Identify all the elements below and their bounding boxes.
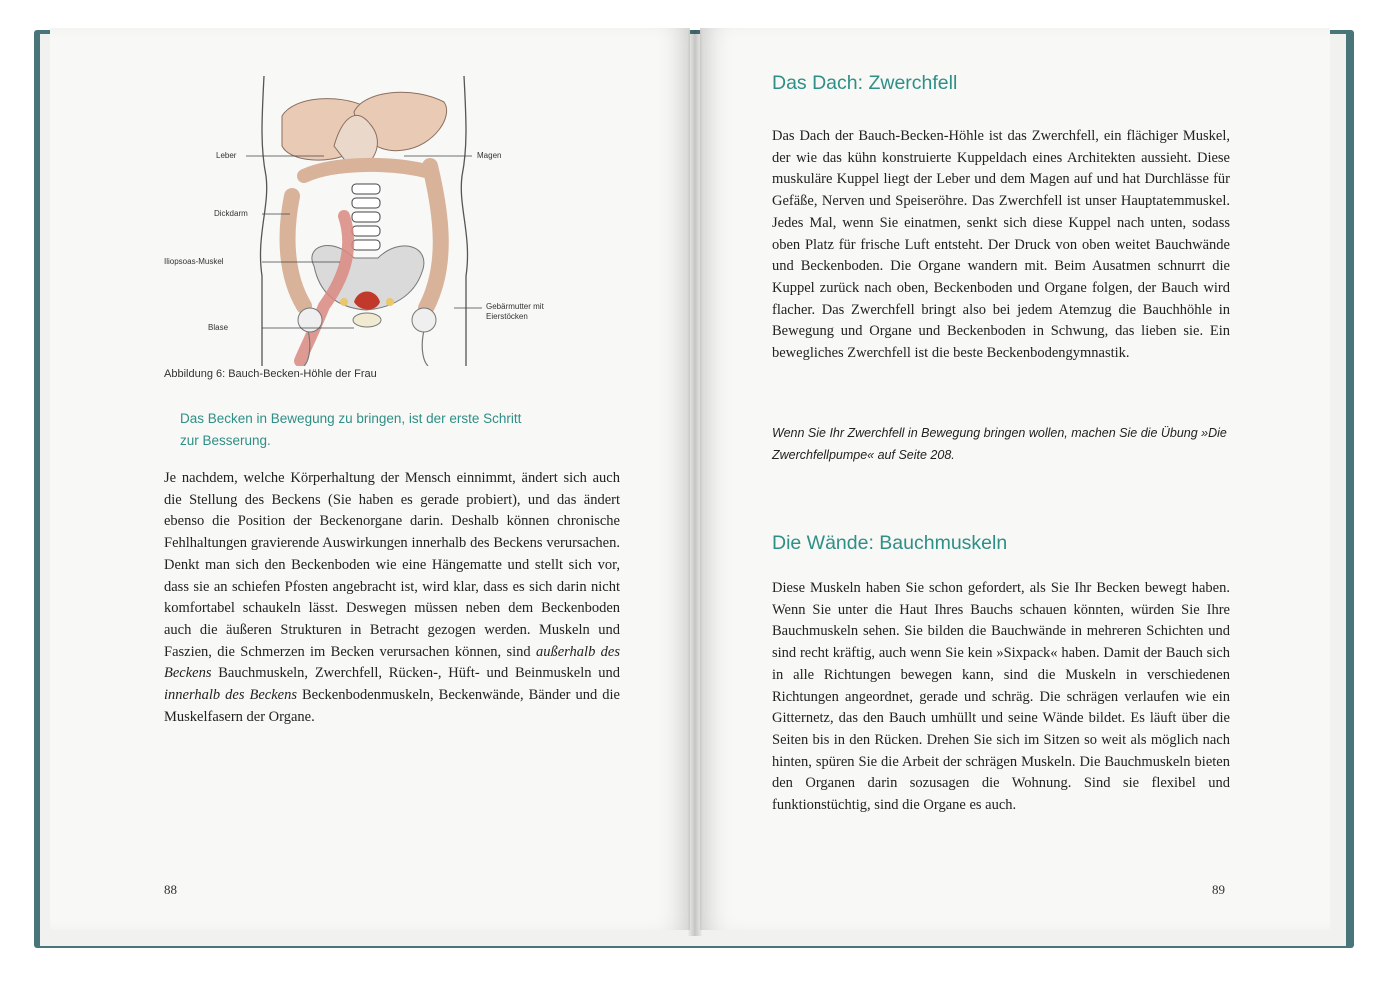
label-leber: Leber	[216, 151, 237, 160]
body-text-emphasis-2: innerhalb des Beckens	[164, 687, 297, 704]
label-magen: Magen	[477, 151, 502, 160]
label-blase: Blase	[208, 323, 229, 332]
callout-quote: Das Becken in Bewegung zu bringen, ist der erste Schritt zur Besserung.	[180, 411, 522, 448]
label-iliopsoas: Iliopsoas-Muskel	[164, 257, 224, 266]
body-text-left	[164, 468, 620, 728]
body-text-part-3: Beckenbodenmuskeln, Beckenwände, Bänder und die Muskelfasern der Organe.	[164, 687, 620, 725]
body-text-bauchmuskeln: Diese Muskeln haben Sie schon gefordert, als Sie Ihr Becken bewegt haben. Wenn Sie unter die Haut Ihres Bauchs schauen könnten, würden Sie Ihre Bauchmuskeln sehen. Sie bilden die Bauchwände in mehreren Schichten und sind recht kräftig, auch wenn Sie kein »Sixpack« haben. Damit der Bauch sich in alle Richtungen bewegen kann, sind die Muskeln in verschiedenen Richtungen angeordnet, gerade und schräg. Die schrägen verlaufen wie ein Gitternetz, das den Bauch umhüllt und seine Wände bildet. Es läuft über die Seiten bis in den Rücken. Drehen Sie sich im Sitzen so weit als möglich nach hinten, spüren Sie die Arbeit der schrägen Muskeln. Die Bauchmuskeln bieten den Organen darin sozusagen die Wohnung. Sind sie flexibel und funktionstüchtig, sind die Organe es auch.	[772, 580, 1230, 814]
page-number-right: 89	[1212, 882, 1225, 897]
figure-caption: Abbildung 6: Bauch-Becken-Höhle der Frau	[164, 368, 377, 380]
exercise-tip: Wenn Sie Ihr Zwerchfell in Bewegung bringen wollen, machen Sie die Übung »Die Zwerchfellpumpe« auf Seite 208.	[772, 426, 1227, 462]
right-page	[700, 28, 1330, 930]
body-text-part-2: Bauchmuskeln, Zwerchfell, Rücken-, Hüft- und Beinmuskeln und	[211, 665, 620, 682]
body-text-part-1: Je nachdem, welche Körperhaltung der Mensch einnimmt, ändert sich auch die Stellung des Beckens (Sie haben es gerade probiert), und das ändert ebenso die Position der Beckenorgane darin. Deshalb können chronische Fehlhaltungen gravierende Auswirkungen innerhalb des Beckens verursachen. Denkt man sich den Beckenboden wie eine Hängematte und stellt sich vor, dass sie an schiefen Pfosten angebracht ist, wird klar, dass es sich darin nicht komfortabel schaukeln lässt. Deswegen müssen neben dem Beckenboden auch die äußeren Strukturen in Betracht gezogen werden. Muskeln und Faszien, die Schmerzen im Becken verursachen können, sind	[164, 470, 620, 660]
heading-bauchmuskeln: Die Wände: Bauchmuskeln	[772, 532, 1008, 554]
left-page	[50, 28, 690, 930]
heading-zwerchfell: Das Dach: Zwerchfell	[772, 72, 958, 94]
body-text-emphasis-1: außerhalb des Beckens	[164, 643, 620, 682]
label-dickdarm: Dickdarm	[214, 209, 248, 218]
label-gebaermutter: Gebärmutter mit Eierstöcken	[486, 302, 544, 321]
body-text-zwerchfell: Das Dach der Bauch-Becken-Höhle ist das Zwerchfell, ein flächiger Muskel, der wie das kühn konstruierte Kuppeldach eines Architekten aussieht. Diese muskuläre Kuppel liegt der Leber und dem Magen auf und hat Durchlässe für Gefäße, Nerven und Speiseröhre. Das Zwerchfell ist unser Hauptatemmuskel. Jedes Mal, wenn Sie einatmen, senkt sich diese Kuppel nach unten, sodass oben Platz für frische Luft entsteht. Der Druck von oben weitet Bauchwände und Beckenboden. Die Organe wandern mit. Beim Ausatmen schnurrt die Kuppel zurück nach oben, Beckenboden und Organe folgen, der Bauch wird flacher. Das Zwerchfell bringt also bei jedem Atemzug die Bauchhöhle in Bewegung und Organe und Beckenboden in Schwung, das lieben sie. Ein bewegliches Zwerchfell ist die beste Beckenbodengymnastik.	[772, 128, 1230, 362]
book-gutter	[688, 30, 702, 936]
page-number-left: 88	[164, 882, 177, 897]
anatomy-figure	[164, 76, 574, 366]
